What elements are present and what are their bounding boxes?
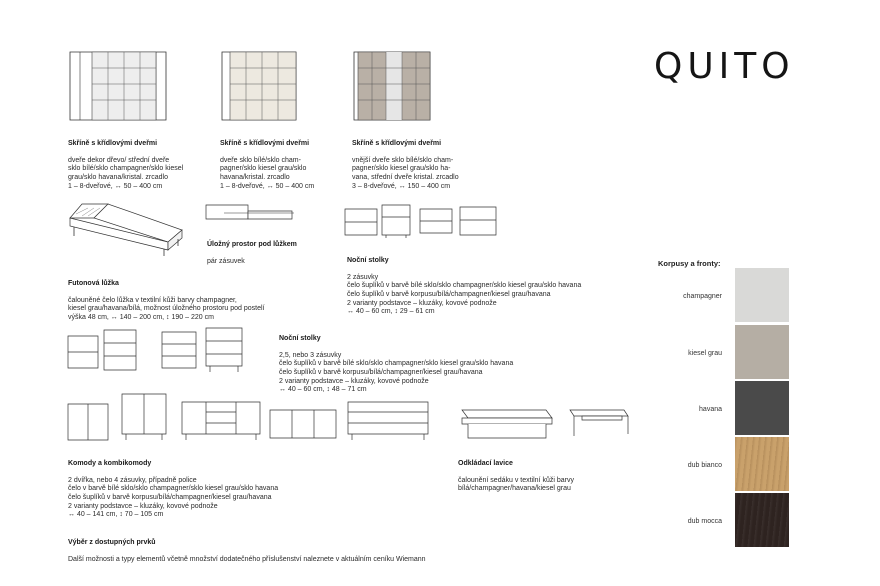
storage-title: Úložný prostor pod lůžkem [207,240,297,248]
swatch-label-dub-bianco: dub bianco [687,462,722,469]
night-stands-title-1: Noční stolky [347,256,389,264]
selection-body: Další možnosti a typy elementů včetně množství dodatečného příslušenství naleznete v aktuálním ceníku Wiemann [68,555,426,563]
futon-bed-title: Futonová lůžka [68,279,119,287]
fronts-title: Korpusy a fronty: [658,259,721,268]
swatch-dub-bianco [735,437,789,491]
night-stands-title-2: Noční stolky [279,334,321,342]
swatch-kiesel-grau [735,325,789,379]
storage-block [207,232,347,275]
wardrobe-block-2 [220,131,348,200]
swatch-label-champagner: champagner [683,293,722,300]
futon-bed-block [68,271,338,331]
swatch-label-dub-mocca: dub mocca [687,518,722,525]
nightstand-illustration-1 [342,203,500,239]
wardrobe-title-2: Skříně s křídlovými dveřmi [220,139,310,147]
dressers-illustration [64,392,434,444]
night-stands-body-1: 2 zásuvky čelo šuplíků v barvě bílé sklo/sklo champagner/sklo kiesel grau/sklo havana čelo šuplíků v barvě korpusu/bílá/champagner/kiesel grau/havana 2 varianty podstavce – kluzáky, kovové podnože ↔ 40 – 60 cm, ↕ 29 – 61 cm [347,273,582,316]
wardrobe-block-1 [68,131,218,200]
selection-block [68,530,568,573]
swatch-havana [735,381,789,435]
storage-illustration [204,203,296,223]
wardrobe-illustration-1 [68,50,168,122]
wardrobe-title-3: Skříně s křídlovými dveřmi [352,139,442,147]
wardrobe-body-2: dveře sklo bílé/sklo cham- pagner/sklo kiesel grau/sklo havana/kristal. zrcadlo 1 – 8-dveřové, ↔ 50 – 400 cm [220,156,315,190]
bench-illustration [458,404,632,444]
dressers-body: 2 dvířka, nebo 4 zásuvky, případně police čelo v barvě bílé sklo/sklo champagner/sklo kiesel grau/sklo havana čelo šuplíků v barvě korpusu/bílá/champagner/kiesel grau/havana 2 varianty podstavce – kluzáky, kovové podnože ↔ 40 – 141 cm, ↕ 70 – 105 cm [68,476,279,519]
swatch-dub-mocca [735,493,789,547]
bench-block [458,451,628,503]
wardrobe-body-1: dveře dekor dřevo/ střední dveře sklo bílé/sklo champagner/sklo kiesel grau/sklo havana/kristal. zrcadlo 1 – 8-dveřové, ↔ 50 – 400 cm [68,156,184,190]
wardrobe-illustration-2 [220,50,298,122]
futon-bed-body: čalouněné čelo lůžka v textilní kůži barvy champagner, kiesel grau/havana/bílá, možnost úložného prostoru pod postelí výška 48 cm, ↔ 140 – 200 cm, ↕ 190 – 220 cm [68,296,265,321]
swatch-label-havana: havana [699,406,722,413]
bench-title: Odkládací lavice [458,459,513,467]
nightstand-illustration-2 [66,326,256,376]
night-stands-block-1 [347,248,637,325]
storage-body: pár zásuvek [207,257,245,265]
bench-body: čalounění sedáku v textilní kůži barvy bílá/champagner/havana/kiesel grau [458,476,574,493]
swatch-champagner [735,268,789,322]
selection-title: Výběr z dostupných prvků [68,538,156,546]
night-stands-body-2: 2,5, nebo 3 zásuvky čelo šuplíků v barvě bílé sklo/sklo champagner/sklo kiesel grau/sklo havana čelo šuplíků v barvě korpusu/bílá/champagner/kiesel grau/havana 2 varianty podstavce – kluzáky, kovové podnože ↔ 40 – 60 cm, ↕ 48 – 71 cm [279,351,514,394]
dressers-title: Komody a kombikomody [68,459,152,467]
dressers-block [68,451,368,528]
wardrobe-body-3: vnější dveře sklo bílé/sklo cham- pagner/sklo kiesel grau/sklo ha- vana, střední dveře kristal. zrcadlo 3 – 8-dveřové, ↔ 150 – 400 cm [352,156,459,190]
swatch-label-kiesel-grau: kiesel grau [688,350,722,357]
wardrobe-block-3 [352,131,502,200]
wardrobe-illustration-3 [352,50,432,122]
futon-bed-illustration [64,196,188,260]
wardrobe-title-1: Skříně s křídlovými dveřmi [68,139,158,147]
brand-logo: QUITO [654,46,795,87]
